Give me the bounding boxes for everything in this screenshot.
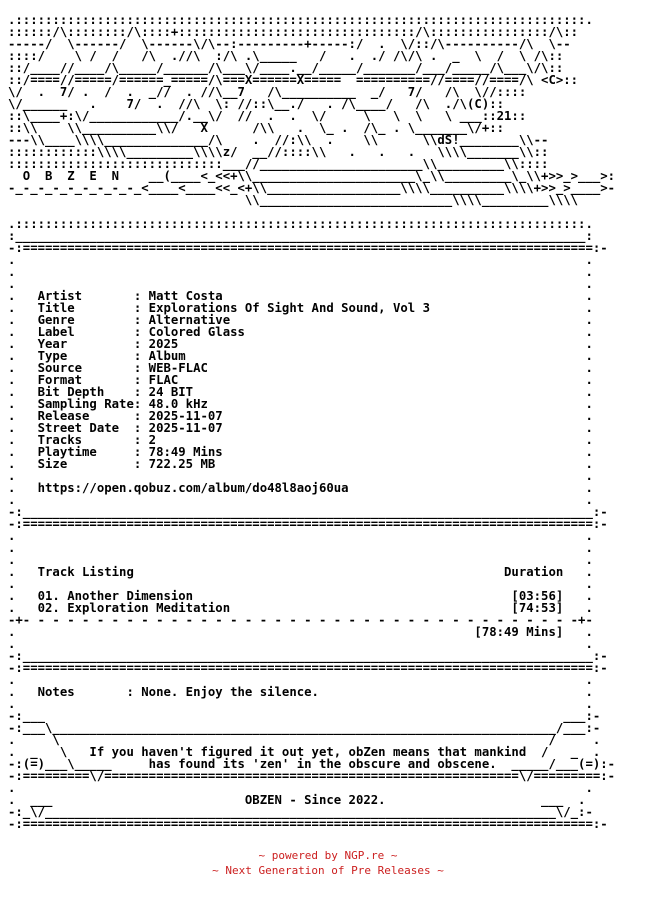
nfo-line: O B Z E N __(____<_<<+\\______________________\_\\_________\_\\+>>_>___>:	[8, 169, 616, 183]
nfo-line: -:___\____________________________________________________________________/___:-	[8, 721, 601, 735]
nfo-line: .:::::::::::::::::::::::::::::::::::::::::::::::::::::::::::::::::::::::::::::.	[8, 217, 593, 231]
nfo-line: . Release : 2025-11-07 .	[8, 409, 593, 423]
nfo-line: . .	[8, 697, 593, 711]
nfo-line: . Street Date : 2025-11-07 .	[8, 421, 593, 435]
nfo-line: :_____________________________________________________________________________:	[8, 229, 593, 243]
nfo-line: -:_____________________________________________________________________________:-	[8, 505, 608, 519]
nfo-line: . Format : FLAC .	[8, 373, 593, 387]
nfo-line: ---\\____\\\\______________/\ . //:\\ . \\ \\dS!________\\--	[8, 133, 549, 147]
nfo-line: ::/____//____/\_____/______/\___\/____.__/_____/_______/___/_____/\___\/\::	[8, 61, 564, 75]
nfo-line: . Year : 2025 .	[8, 337, 593, 351]
nfo-line: . .	[8, 529, 593, 543]
nfo-line: -----/ \------/ \------\/\--:---------+-----:/ . \/::/\----------/\ \--	[8, 37, 571, 51]
nfo-line: . Playtime : 78:49 Mins .	[8, 445, 593, 459]
nfo-text-block	[8, 14, 648, 830]
nfo-line: . ___ OBZEN - Since 2022. ___ .	[8, 793, 586, 807]
nfo-line: . .	[8, 541, 593, 555]
nfo-line: . .	[8, 637, 593, 651]
nfo-line: . Bit Depth : 24 BIT .	[8, 385, 593, 399]
nfo-line: . _ \ If you haven't figured it out yet, obZen means that mankind / _ .	[8, 745, 601, 759]
nfo-line: \/______ . 7/ . //\ \: //::\__./ . /\____/ /\ ./\(C)::	[8, 97, 505, 111]
nfo-line: . [78:49 Mins] .	[8, 625, 593, 639]
nfo-line: . .	[8, 553, 593, 567]
nfo-line: -:___ ___:-	[8, 709, 601, 723]
nfo-line: -+- - - - - - - - - - - - - - - - - - - - - - - - - - - - - - - - - - - - - -+-	[8, 613, 593, 627]
nfo-line: -:=============================================================================:-	[8, 517, 608, 531]
nfo-line: . 02. Exploration Meditation [74:53] .	[8, 601, 593, 615]
nfo-line: \/ . 7/ . / . _// . //\__7 /\__________ _/ 7/ /\ \//::::	[8, 85, 527, 99]
nfo-line: ::::::::::::\\\\_________\\\\z/ __//::::\\ . . . \\\\_______\\::	[8, 145, 549, 159]
nfo-line: -:(=)___\_____ has found its 'zen' in the obscure and obscene. _____/___(=):-	[8, 757, 616, 771]
nfo-line: . .	[8, 577, 593, 591]
nfo-line: .:::::::::::::::::::::::::::::::::::::::::::::::::::::::::::::::::::::::::::::.	[8, 14, 593, 27]
nfo-line: . 01. Another Dimension [03:56] .	[8, 589, 593, 603]
nfo-line: ::::/ \ / / /\ .//\ :/\ .\_____ / . ./ /\/\ . _ \ / \ /\::	[8, 49, 564, 63]
nfo-line: . Notes : None. Enjoy the silence. .	[8, 685, 593, 699]
nfo-line: . Title : Explorations Of Sight And Sound, Vol 3 .	[8, 301, 593, 315]
nfo-line: -:_\/_____________________________________________________________________\/_:-	[8, 805, 593, 819]
nfo-line: . Tracks : 2 .	[8, 433, 593, 447]
nfo-line: . Type : Album .	[8, 349, 593, 363]
nfo-line: :::::::::::::::::::::::::::::___//______________________\\_________\\::::	[8, 157, 549, 171]
nfo-line: . .	[8, 253, 593, 267]
nfo-line: ::\____+:\/____________/.__\/ // . . \/ \ \ \ \ ___::21::	[8, 109, 527, 123]
nfo-line: ::::::/\::::::::/\::::+::::::::::::::::::::::::::::::::/\::::::::::::::::/\::	[8, 25, 579, 39]
nfo-line: ::/====//=====/======_=====/\===X======X===== ==========//====//====/\ <C>::	[8, 73, 579, 87]
nfo-line: . Source : WEB-FLAC .	[8, 361, 593, 375]
nfo-line: -:_____________________________________________________________________________:-	[8, 649, 608, 663]
nfo-line: ::\\ \\__________\\/ X /\\ . \_ . /\_ . \_______\/+::	[8, 121, 505, 135]
nfo-line: -:=========\/========================================================\/=========:-	[8, 769, 616, 783]
nfo-line: . Track Listing Duration .	[8, 565, 593, 579]
nfo-line: -:=============================================================================:-	[8, 661, 608, 675]
nfo-line: -:=============================================================================:-	[8, 817, 608, 830]
nfo-line: -:=============================================================================:-	[8, 241, 608, 255]
nfo-line: . Sampling Rate: 48.0 kHz .	[8, 397, 593, 411]
nfo-line: . .	[8, 277, 593, 291]
footer	[0, 848, 656, 878]
nfo-line: -_-_-_-_-_-_-_-_-_<____<____<<_<+\\__________________\\\\__________\\\\+>>_>____>-	[8, 181, 616, 195]
nfo-line: . .	[8, 265, 593, 279]
nfo-line: . Artist : Matt Costa .	[8, 289, 593, 303]
nfo-line: . .	[8, 469, 593, 483]
nfo-line: . Genre : Alternative .	[8, 313, 593, 327]
nfo-line: . Size : 722.25 MB .	[8, 457, 593, 471]
footer-tagline: ~ Next Generation of Pre Releases ~	[212, 864, 444, 877]
footer-powered-by: ~ powered by NGP.re ~	[258, 849, 398, 862]
nfo-line: . .	[8, 673, 593, 687]
nfo-line: . \ / .	[8, 733, 601, 747]
nfo-line: . .	[8, 781, 593, 795]
nfo-line: \\__________________________\\\\_________\\\\	[8, 193, 579, 207]
nfo-line: . Label : Colored Glass .	[8, 325, 593, 339]
nfo-line: . .	[8, 493, 593, 507]
nfo-line[interactable]: . https://open.qobuz.com/album/do48l8aoj60ua .	[8, 481, 593, 495]
